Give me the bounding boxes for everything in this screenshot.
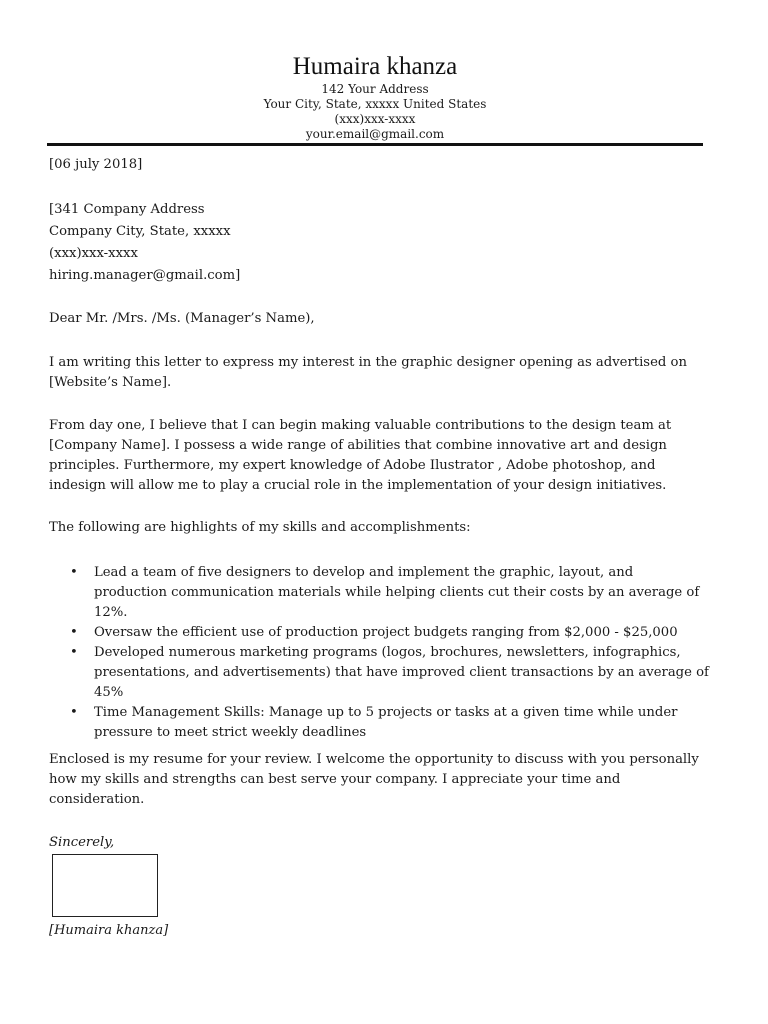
bullet-icon: • xyxy=(70,565,78,580)
recipient-city: Company City, State, xxxxx xyxy=(49,224,231,239)
highlight-text: Oversaw the efficient use of production project budgets ranging from $2,000 - $25,000 xyxy=(94,625,678,640)
list-item xyxy=(49,563,709,623)
highlight-text: Lead a team of five designers to develop and implement the graphic, layout, and production communication materials while helping clients cut their costs by an average of 12%. xyxy=(94,565,700,620)
highlight-text: Developed numerous marketing programs (logos, brochures, newsletters, infographics, presentations, and advertisements) that have improved client transactions by an average of 45% xyxy=(94,645,709,700)
sender-email: your.email@gmail.com xyxy=(305,127,445,141)
highlight-text: Time Management Skills: Manage up to 5 projects or tasks at a given time while under pressure to meet strict weekly deadlines xyxy=(94,705,678,740)
list-item xyxy=(49,703,709,743)
header-divider xyxy=(47,143,703,146)
recipient-block xyxy=(49,199,709,287)
contribution-paragraph: From day one, I believe that I can begin making valuable contributions to the design team at [Company Name]. I possess a wide range of abilities that combine innovative art and design principles. Furthermore, my expert knowledge of Adobe Ilustrator , Adobe photoshop, and indesign will allow me to play a crucial role in the implementation of your design initiatives. xyxy=(49,418,672,493)
signoff: Sincerely, xyxy=(49,835,115,850)
recipient-address: [341 Company Address xyxy=(49,202,205,217)
bullet-icon: • xyxy=(70,705,78,720)
sender-city: Your City, State, xxxxx United States xyxy=(263,97,487,111)
signature-name: [Humaira khanza] xyxy=(49,923,169,938)
recipient-email: hiring.manager@gmail.com] xyxy=(49,268,241,283)
sender-address: 142 Your Address xyxy=(321,82,429,96)
bullet-icon: • xyxy=(70,645,78,660)
list-item xyxy=(49,623,709,643)
highlights-list xyxy=(49,563,709,743)
signature-box xyxy=(52,854,158,917)
highlights-intro: The following are highlights of my skills and accomplishments: xyxy=(49,520,471,535)
bullet-icon: • xyxy=(70,625,78,640)
intro-paragraph: I am writing this letter to express my interest in the graphic designer opening as advertised on [Website’s Name]. xyxy=(49,355,687,390)
sender-name: Humaira khanza xyxy=(292,53,458,80)
recipient-phone: (xxx)xxx-xxxx xyxy=(49,246,138,261)
letter-date: [06 july 2018] xyxy=(49,157,143,172)
closing-paragraph: Enclosed is my resume for your review. I welcome the opportunity to discuss with you personally how my skills and strengths can best serve your company. I appreciate your time and consideration. xyxy=(49,752,699,807)
list-item xyxy=(49,643,709,703)
sender-phone: (xxx)xxx-xxxx xyxy=(334,112,416,126)
salutation: Dear Mr. /Mrs. /Ms. (Manager’s Name), xyxy=(49,311,315,326)
letter-header xyxy=(0,52,750,142)
